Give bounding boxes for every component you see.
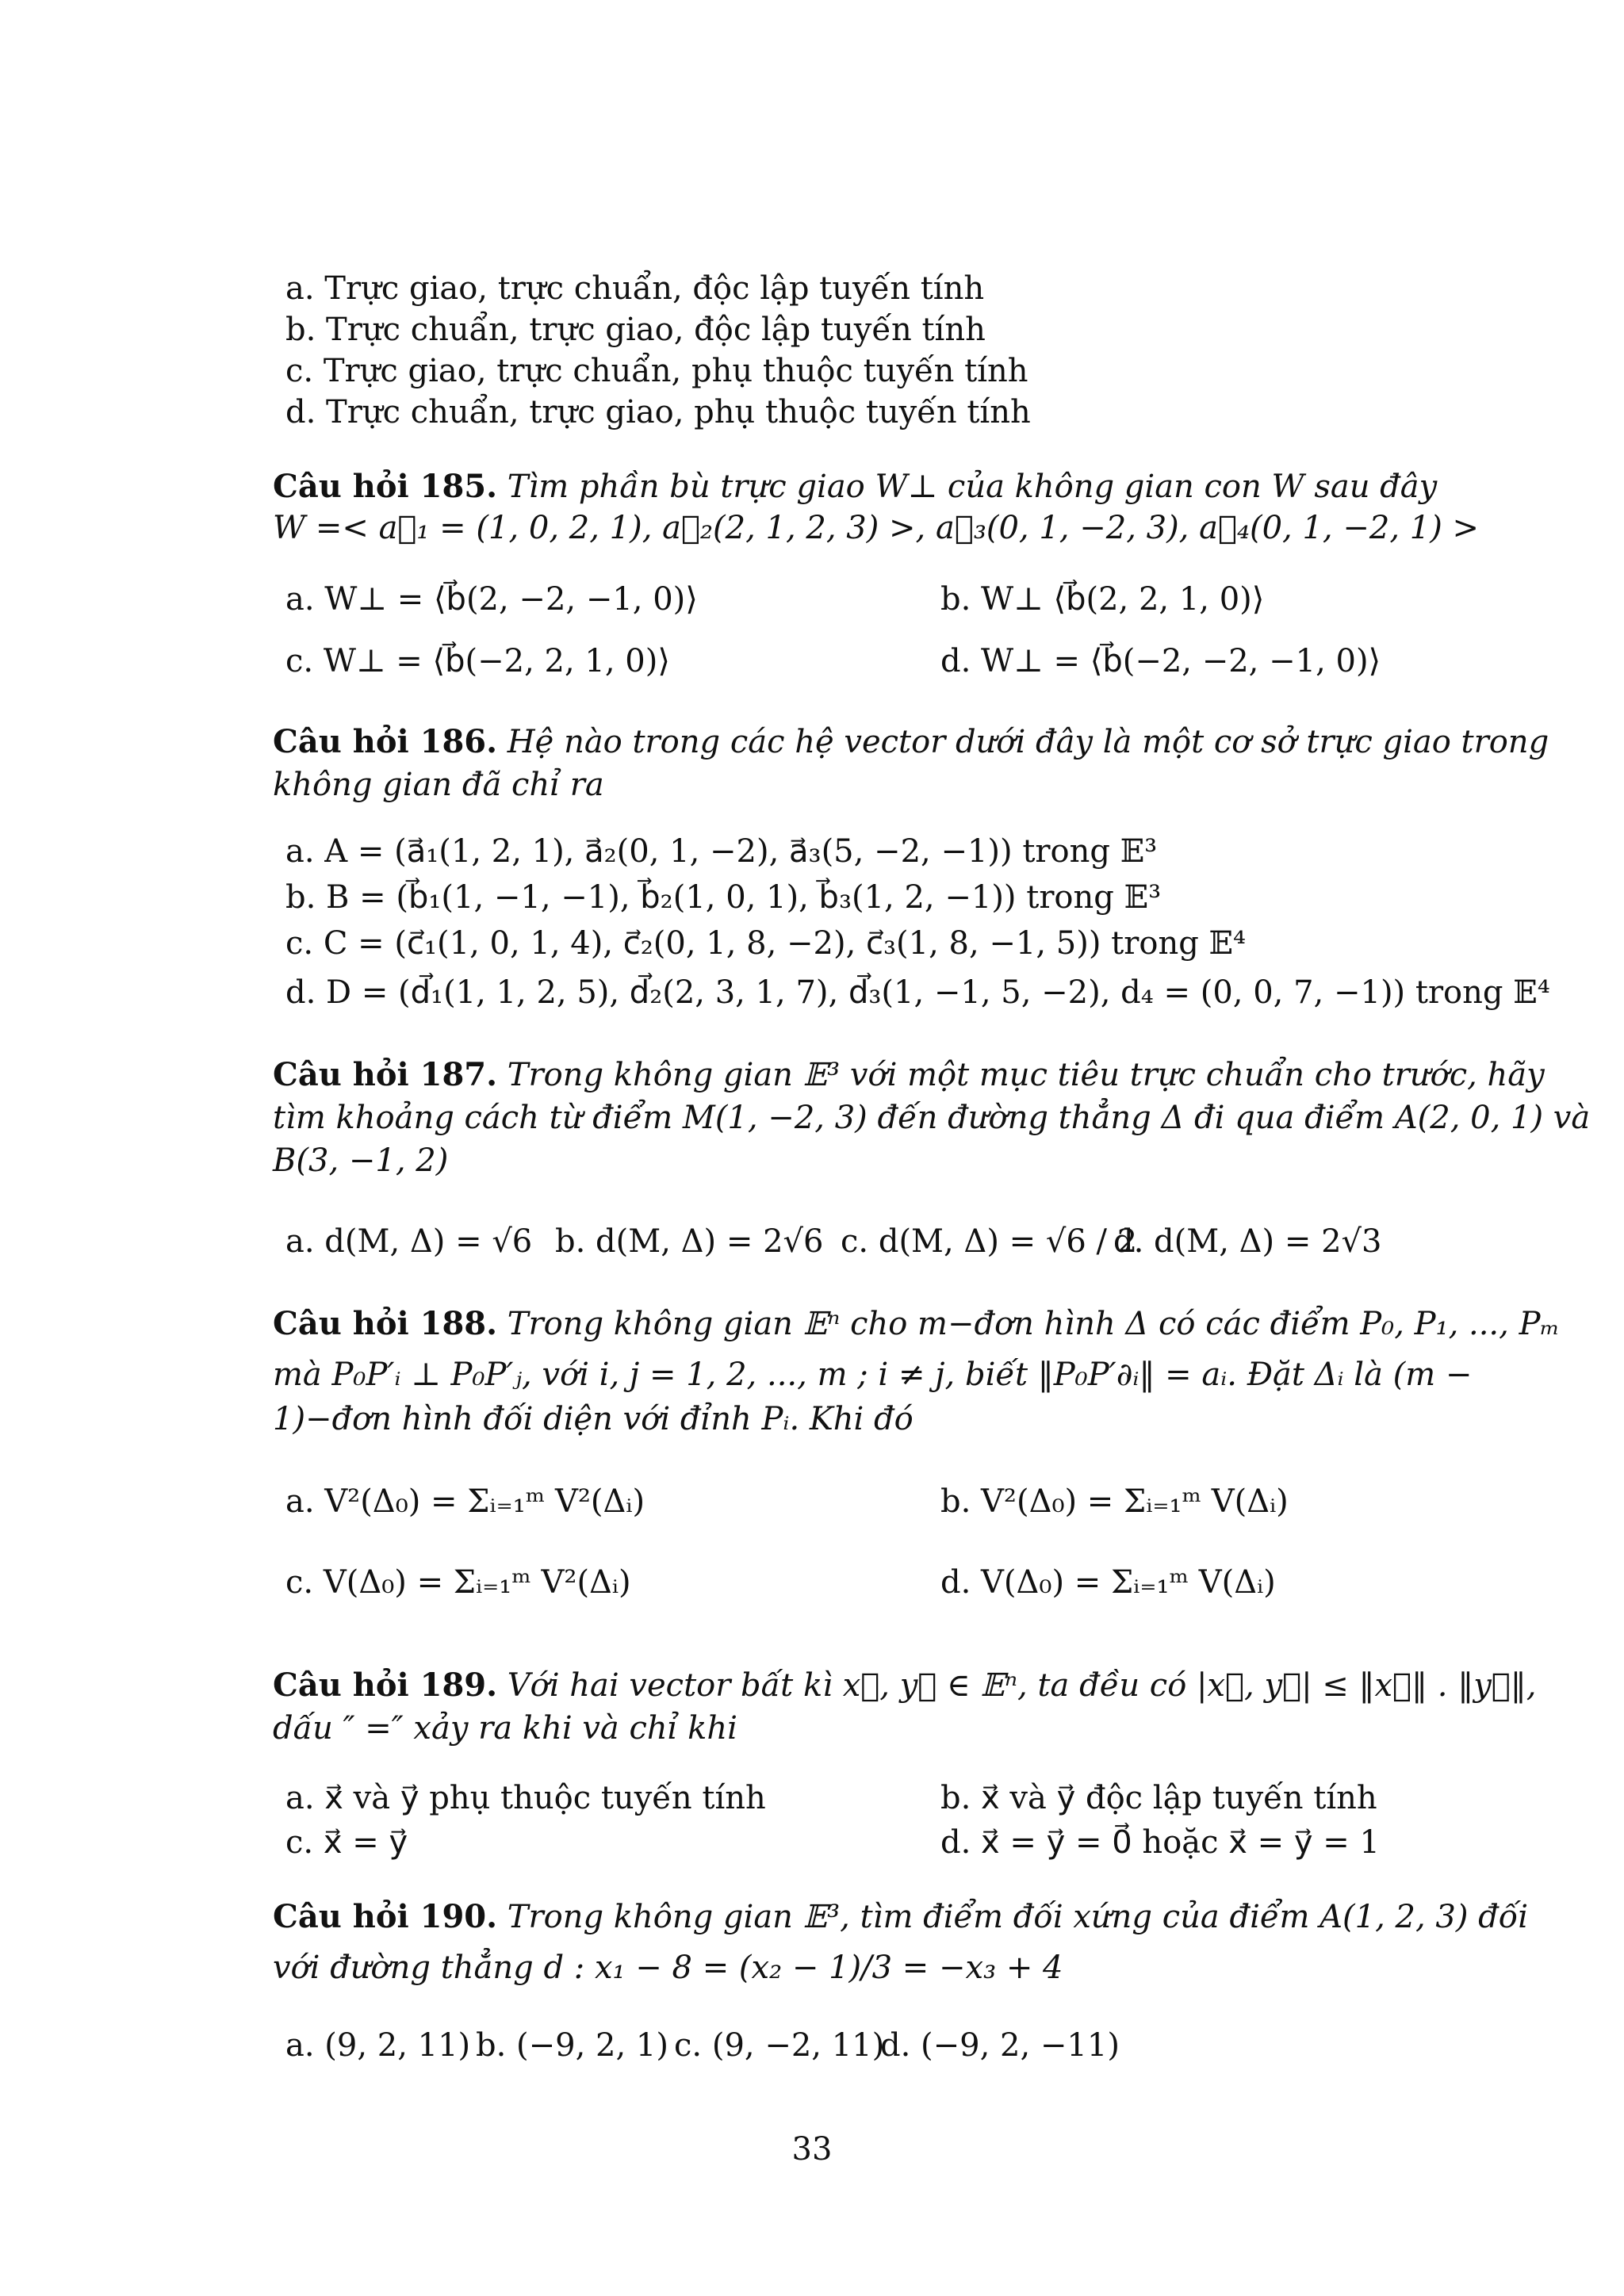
page-number: 33 bbox=[791, 2131, 833, 2168]
q186-heading bbox=[273, 721, 1549, 763]
q190-option-b: b. (−9, 2, 1) bbox=[476, 2027, 668, 2064]
q185-option-b: b. W⊥ ⟨b⃗(2, 2, 1, 0)⟩ bbox=[940, 581, 1265, 618]
q187-option-c: c. d(M, Δ) = √6 / 2 bbox=[841, 1223, 1138, 1260]
q187-text-line2: tìm khoảng cách từ điểm M(1, −2, 3) đến đường thẳng Δ đi qua điểm A(2, 0, 1) và bbox=[273, 1100, 1591, 1136]
q189-label: Câu hỏi 189. bbox=[273, 1667, 498, 1704]
q190-option-c: c. (9, −2, 11) bbox=[674, 2027, 885, 2064]
q189-text-line2: dấu ″ =″ xảy ra khi và chỉ khi bbox=[273, 1710, 737, 1747]
q189-option-a: a. x⃗ và y⃗ phụ thuộc tuyến tính bbox=[285, 1780, 766, 1816]
q187-option-a: a. d(M, Δ) = √6 bbox=[285, 1223, 533, 1260]
q184-option-c: c. Trực giao, trực chuẩn, phụ thuộc tuyến tính bbox=[285, 353, 1028, 389]
q187-label: Câu hỏi 187. bbox=[273, 1056, 498, 1093]
q188-text-line2: mà P₀P′ᵢ ⊥ P₀P′ⱼ, với i, j = 1, 2, ..., m ; i ≠ j, biết ‖P₀P′∂ᵢ‖ = aᵢ. Đặt Δᵢ là (m − bbox=[273, 1357, 1473, 1393]
q185-option-a: a. W⊥ = ⟨b⃗(2, −2, −1, 0)⟩ bbox=[285, 581, 698, 618]
q188-option-b: b. V²(Δ₀) = Σᵢ₌₁ᵐ V(Δᵢ) bbox=[940, 1483, 1289, 1520]
q190-option-a: a. (9, 2, 11) bbox=[285, 2027, 471, 2064]
q187-text-line1: Trong không gian 𝔼³ với một mục tiêu trực chuẩn cho trước, hãy bbox=[507, 1057, 1545, 1093]
q189-option-c: c. x⃗ = y⃗ bbox=[285, 1824, 408, 1861]
q190-heading bbox=[273, 1896, 1528, 1938]
q188-label: Câu hỏi 188. bbox=[273, 1305, 498, 1342]
q188-option-c: c. V(Δ₀) = Σᵢ₌₁ᵐ V²(Δᵢ) bbox=[285, 1564, 631, 1601]
q187-text-line3: B(3, −1, 2) bbox=[273, 1142, 449, 1179]
q190-text-line2: với đường thẳng d : x₁ − 8 = (x₂ − 1)/3 = −x₃ + 4 bbox=[273, 1950, 1063, 1986]
q186-option-d: d. D = (d⃗₁(1, 1, 2, 5), d⃗₂(2, 3, 1, 7), d⃗₃(1, −1, 5, −2), d₄ = (0, 0, 7, −1)) trong 𝔼⁴ bbox=[285, 974, 1550, 1011]
q188-option-d: d. V(Δ₀) = Σᵢ₌₁ᵐ V(Δᵢ) bbox=[940, 1564, 1276, 1601]
q188-heading bbox=[273, 1303, 1560, 1345]
q190-text-line1: Trong không gian 𝔼³, tìm điểm đối xứng của điểm A(1, 2, 3) đối bbox=[507, 1899, 1529, 1935]
q184-option-b: b. Trực chuẩn, trực giao, độc lập tuyến tính bbox=[285, 312, 986, 348]
q186-option-a: a. A = (a⃗₁(1, 2, 1), a⃗₂(0, 1, −2), a⃗₃(5, −2, −1)) trong 𝔼³ bbox=[285, 833, 1158, 870]
q186-text-line1: Hệ nào trong các hệ vector dưới đây là một cơ sở trực giao trong bbox=[507, 724, 1549, 760]
q184-option-d: d. Trực chuẩn, trực giao, phụ thuộc tuyến tính bbox=[285, 394, 1031, 430]
q188-text-line3: 1)−đơn hình đối diện với đỉnh Pᵢ. Khi đó bbox=[273, 1401, 914, 1437]
q185-label: Câu hỏi 185. bbox=[273, 468, 498, 505]
q185-heading bbox=[273, 466, 1437, 507]
q184-option-a: a. Trực giao, trực chuẩn, độc lập tuyến tính bbox=[285, 270, 985, 307]
q188-option-a: a. V²(Δ₀) = Σᵢ₌₁ᵐ V²(Δᵢ) bbox=[285, 1483, 645, 1520]
q190-label: Câu hỏi 190. bbox=[273, 1898, 498, 1935]
q186-text-line2: không gian đã chỉ ra bbox=[273, 767, 604, 803]
q187-heading bbox=[273, 1054, 1545, 1096]
q190-option-d: d. (−9, 2, −11) bbox=[880, 2027, 1120, 2064]
q188-text-line1: Trong không gian 𝔼ⁿ cho m−đơn hình Δ có các điểm P₀, P₁, ..., Pₘ bbox=[507, 1306, 1561, 1342]
q187-option-d: d. d(M, Δ) = 2√3 bbox=[1113, 1223, 1382, 1260]
q186-option-b: b. B = (b⃗₁(1, −1, −1), b⃗₂(1, 0, 1), b⃗₃(1, 2, −1)) trong 𝔼³ bbox=[285, 879, 1162, 916]
q189-text-line1: Với hai vector bất kì x⃗, y⃗ ∈ 𝔼ⁿ, ta đều có |x⃗, y⃗| ≤ ‖x⃗‖ . ‖y⃗‖, bbox=[507, 1667, 1537, 1704]
q186-option-c: c. C = (c⃗₁(1, 0, 1, 4), c⃗₂(0, 1, 8, −2), c⃗₃(1, 8, −1, 5)) trong 𝔼⁴ bbox=[285, 925, 1247, 962]
q186-label: Câu hỏi 186. bbox=[273, 723, 498, 760]
q185-text-line1: Tìm phần bù trực giao W⊥ của không gian con W sau đây bbox=[507, 469, 1438, 505]
q185-option-c: c. W⊥ = ⟨b⃗(−2, 2, 1, 0)⟩ bbox=[285, 643, 670, 679]
q189-heading bbox=[273, 1665, 1537, 1706]
q189-option-d: d. x⃗ = y⃗ = 0⃗ hoặc x⃗ = y⃗ = 1 bbox=[940, 1824, 1380, 1861]
q189-option-b: b. x⃗ và y⃗ độc lập tuyến tính bbox=[940, 1780, 1377, 1816]
q185-option-d: d. W⊥ = ⟨b⃗(−2, −2, −1, 0)⟩ bbox=[940, 643, 1381, 679]
q185-text-line2: W =< a⃗₁ = (1, 0, 2, 1), a⃗₂(2, 1, 2, 3) >, a⃗₃(0, 1, −2, 3), a⃗₄(0, 1, −2, 1) > bbox=[273, 510, 1480, 546]
q187-option-b: b. d(M, Δ) = 2√6 bbox=[555, 1223, 824, 1260]
